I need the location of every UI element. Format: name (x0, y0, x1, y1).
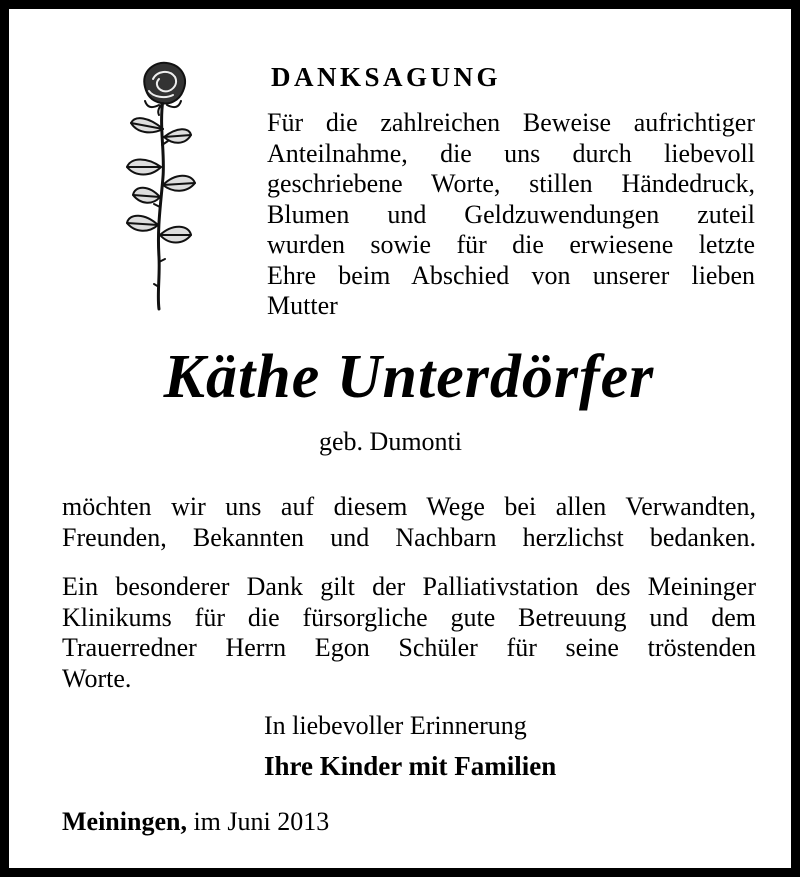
intro-paragraph (267, 108, 755, 322)
place: Meiningen, (62, 807, 187, 836)
place-date (62, 807, 329, 837)
deceased-name: Käthe Unterdörfer (163, 343, 655, 411)
date: im Juni 2013 (193, 807, 330, 836)
intro-line: Anteilnahme, die uns durch liebevoll (267, 138, 755, 168)
intro-line: Ehre beim Abschied von unserer lieben (267, 260, 755, 290)
special-thanks-line: Trauerredner Herrn Egon Schüler für seine tröstenden (62, 633, 756, 662)
signers: Ihre Kinder mit Familien (264, 751, 557, 781)
intro-line: Blumen und Geldzuwendungen zuteil (267, 199, 755, 229)
heading-danksagung: DANKSAGUNG (271, 62, 502, 92)
thanks-line: möchten wir uns auf diesem Wege bei allen Verwandten, (62, 492, 756, 521)
intro-line: geschriebene Worte, stillen Händedruck, (267, 169, 755, 198)
intro-line: wurden sowie für die erwiesene letzte (267, 230, 755, 259)
memory-line: In liebevoller Erinnerung (264, 711, 527, 740)
rose-icon (119, 57, 201, 315)
intro-line: Für die zahlreichen Beweise aufrichtiger (267, 108, 755, 137)
thanks-line: Freunden, Bekannten und Nachbarn herzlichst bedanken. (62, 522, 756, 552)
special-thanks-line: Worte. (62, 663, 132, 693)
special-thanks-line: Ein besonderer Dank gilt der Palliativstation des Meininger (62, 572, 756, 601)
birth-name: geb. Dumonti (319, 427, 462, 456)
intro-line: Mutter (267, 291, 338, 320)
thanks-paragraph (62, 492, 756, 553)
special-thanks-paragraph (62, 572, 756, 694)
special-thanks-line: Klinikums für die fürsorgliche gute Betreuung und dem (62, 602, 756, 632)
